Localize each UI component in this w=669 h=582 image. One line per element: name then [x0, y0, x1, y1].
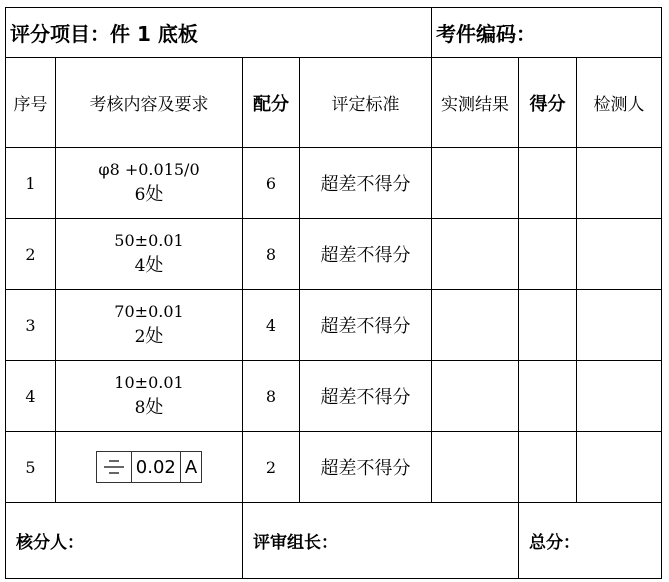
total-score[interactable]: 总分： — [519, 503, 662, 579]
header-row — [6, 58, 662, 148]
table-row — [6, 361, 662, 432]
count-number: 6 — [134, 185, 146, 205]
row-seq: 5 — [6, 432, 56, 503]
row-criteria: 超差不得分 — [300, 219, 432, 290]
header-seq: 序号 — [6, 58, 56, 148]
count-unit: 处 — [145, 326, 164, 347]
header-score: 得分 — [519, 58, 577, 148]
symmetry-icon — [97, 452, 131, 482]
requirement-spec: 70±0.01 — [114, 302, 184, 321]
row-points: 2 — [243, 432, 300, 503]
requirement-spec: 50±0.01 — [114, 231, 184, 250]
row-inspector-cell[interactable] — [577, 290, 662, 361]
row-inspector-cell[interactable] — [577, 432, 662, 503]
row-score-cell[interactable] — [519, 219, 577, 290]
row-score-cell[interactable] — [519, 361, 577, 432]
count-unit: 处 — [145, 397, 164, 418]
requirement-spec: 10±0.01 — [114, 373, 184, 392]
header-measured: 实测结果 — [432, 58, 519, 148]
row-inspector-cell[interactable] — [577, 148, 662, 219]
header-content: 考核内容及要求 — [56, 58, 243, 148]
count-number: 4 — [134, 256, 146, 276]
tolerance-value: 0.02 — [131, 452, 180, 482]
header-criteria: 评定标准 — [300, 58, 432, 148]
checker-signature[interactable]: 核分人： — [6, 503, 243, 579]
row-criteria: 超差不得分 — [300, 290, 432, 361]
row-measured-cell[interactable] — [432, 361, 519, 432]
requirement-count — [56, 253, 242, 279]
table-row — [6, 290, 662, 361]
row-measured-cell[interactable] — [432, 219, 519, 290]
row-measured-cell[interactable] — [432, 432, 519, 503]
row-inspector-cell[interactable] — [577, 219, 662, 290]
footer-row — [6, 503, 662, 579]
count-unit: 处 — [145, 255, 164, 276]
count-number: 2 — [134, 327, 146, 347]
row-seq: 4 — [6, 361, 56, 432]
row-points: 8 — [243, 219, 300, 290]
row-criteria: 超差不得分 — [300, 361, 432, 432]
title-row — [6, 8, 662, 58]
count-number: 8 — [134, 398, 146, 418]
row-requirement — [56, 219, 243, 290]
count-unit: 处 — [145, 184, 164, 205]
part-code-label: 考件编码： — [432, 8, 662, 58]
row-score-cell[interactable] — [519, 290, 577, 361]
header-inspector: 检测人 — [577, 58, 662, 148]
review-leader-signature[interactable]: 评审组长： — [243, 503, 519, 579]
row-seq: 1 — [6, 148, 56, 219]
row-points: 4 — [243, 290, 300, 361]
row-measured-cell[interactable] — [432, 290, 519, 361]
scoring-table — [5, 7, 662, 579]
row-seq: 3 — [6, 290, 56, 361]
row-points: 6 — [243, 148, 300, 219]
row-requirement — [56, 290, 243, 361]
requirement-count — [56, 395, 242, 421]
project-title: 评分项目：件 1 底板 — [6, 8, 432, 58]
requirement-count — [56, 324, 242, 350]
requirement-count — [56, 182, 242, 208]
row-requirement — [56, 432, 243, 503]
requirement-spec: φ8 +0.015/0 — [98, 160, 200, 179]
row-criteria: 超差不得分 — [300, 148, 432, 219]
row-requirement — [56, 361, 243, 432]
row-requirement — [56, 148, 243, 219]
table-row — [6, 148, 662, 219]
row-inspector-cell[interactable] — [577, 361, 662, 432]
row-seq: 2 — [6, 219, 56, 290]
row-points: 8 — [243, 361, 300, 432]
row-measured-cell[interactable] — [432, 148, 519, 219]
feature-control-frame — [96, 451, 202, 483]
header-points: 配分 — [243, 58, 300, 148]
table-row — [6, 219, 662, 290]
datum-reference: A — [180, 452, 201, 482]
row-score-cell[interactable] — [519, 148, 577, 219]
table-row — [6, 432, 662, 503]
row-criteria: 超差不得分 — [300, 432, 432, 503]
row-score-cell[interactable] — [519, 432, 577, 503]
